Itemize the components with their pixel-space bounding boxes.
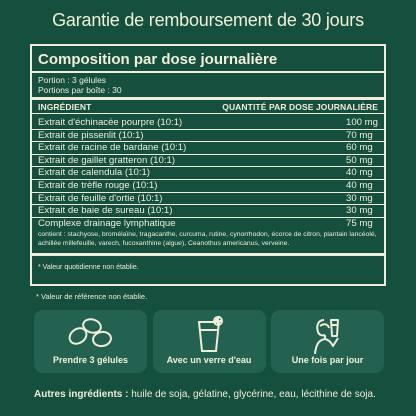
daily-value-note: * Valeur quotidienne non établie. — [38, 263, 139, 271]
complex-contains-text: contient : stachyose, bromélaïne, tragacanthe, curcuma, rutine, cynorrhodon, écorce de citron, plantain lancéolé, achillée millefeuille, varech, fucoxanthine (algue), Ceanothus americanus, verveine. — [38, 231, 377, 247]
person-drinking-icon — [308, 316, 348, 356]
column-amount-label: QUANTITÉ PAR DOSE JOURNALIÈRE — [222, 102, 378, 112]
ingredient-name: Extrait d'échinacée pourpre (10:1) — [38, 117, 183, 128]
ingredient-row — [32, 218, 384, 230]
facts-header-rule — [32, 113, 384, 114]
ingredient-name: Extrait de calendula (10:1) — [38, 167, 150, 179]
facts-bottom-rule — [32, 253, 384, 256]
ingredient-row — [32, 180, 384, 193]
facts-thick-rule — [32, 97, 384, 100]
ingredient-amount: 60 mg — [346, 142, 373, 154]
facts-title: Composition par dose journalière — [38, 51, 278, 68]
ingredient-name: Extrait de pissenlit (10:1) — [38, 129, 144, 141]
usage-instructions — [34, 310, 384, 373]
facts-top-rule — [32, 71, 384, 73]
capsules-icon — [64, 316, 118, 350]
other-ingredients — [34, 389, 376, 400]
serving-size: Portion : 3 gélules — [38, 75, 107, 85]
usage-label: Une fois par jour — [291, 355, 364, 365]
ingredient-row — [32, 130, 384, 143]
facts-column-header — [38, 101, 378, 113]
usage-card-capsules — [34, 310, 147, 373]
ingredient-name: Extrait de racine de bardane (10:1) — [38, 142, 187, 154]
column-ingredient-label: INGRÉDIENT — [38, 102, 92, 112]
ingredient-row — [32, 193, 384, 206]
ingredient-amount: 40 mg — [346, 167, 373, 179]
ingredient-name: Extrait de gaillet gratteron (10:1) — [38, 154, 176, 166]
money-back-headline: Garantie de remboursement de 30 jours — [52, 10, 364, 30]
ingredient-row — [32, 167, 384, 180]
ingredient-row — [32, 155, 384, 168]
reference-value-note: * Valeur de référence non établie. — [36, 292, 148, 301]
ingredient-row — [32, 205, 384, 218]
ingredient-amount: 50 mg — [346, 154, 373, 166]
ingredient-name: Complexe drainage lymphatique — [38, 217, 176, 229]
ingredient-amount: 40 mg — [346, 179, 373, 191]
servings-per-container: Portions par boîte : 30 — [38, 85, 122, 95]
usage-label: Avec un verre d'eau — [166, 355, 252, 365]
other-ingredients-label: Autres ingrédients : — [34, 389, 129, 400]
ingredient-rows — [38, 117, 378, 229]
usage-label: Prendre 3 gélules — [52, 355, 129, 365]
supplement-facts-panel — [30, 44, 386, 286]
water-glass-icon — [189, 316, 229, 354]
ingredient-amount: 70 mg — [346, 129, 373, 141]
ingredient-name: Extrait de feuille d'ortie (10:1) — [38, 192, 163, 204]
ingredient-amount: 30 mg — [346, 192, 373, 204]
ingredient-row — [32, 142, 384, 155]
ingredient-amount: 75 mg — [346, 217, 373, 229]
ingredient-amount: 30 mg — [346, 205, 373, 217]
ingredient-amount: 100 mg — [346, 117, 378, 128]
usage-card-water — [153, 310, 266, 373]
ingredient-row — [32, 117, 384, 130]
other-ingredients-value: huile de soja, gélatine, glycérine, eau, lécithine de soja. — [128, 389, 376, 400]
ingredient-name: Extrait de trèfle rouge (10:1) — [38, 179, 158, 191]
ingredient-name: Extrait de baie de sureau (10:1) — [38, 205, 173, 217]
usage-card-daily — [271, 310, 384, 373]
